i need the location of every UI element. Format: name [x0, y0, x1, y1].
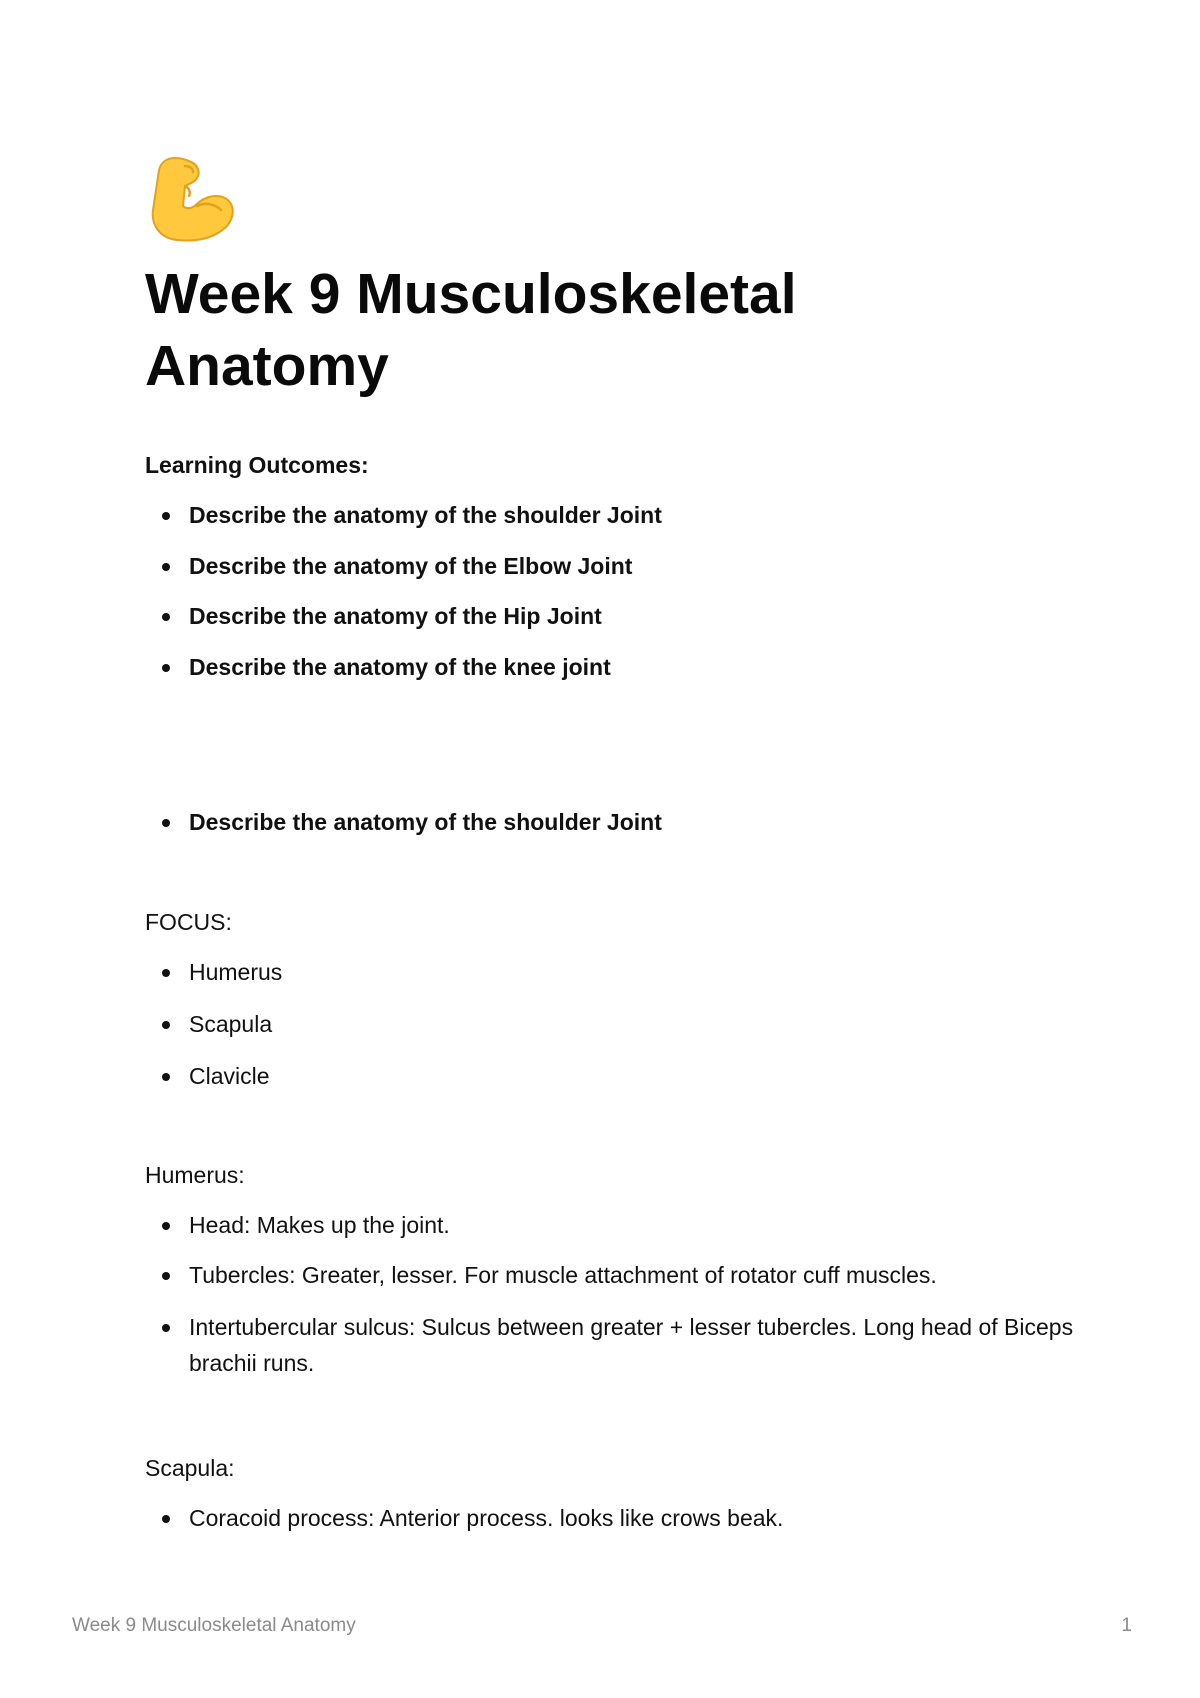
- list-item: Scapula: [145, 1006, 1105, 1042]
- list-item: Head: Makes up the joint.: [145, 1207, 1105, 1243]
- bullet-icon: [162, 1272, 170, 1280]
- list-item: Describe the anatomy of the shoulder Joint: [145, 804, 1105, 840]
- bullet-icon: [162, 512, 170, 520]
- humerus-list: [145, 1207, 1105, 1381]
- focus-label: FOCUS:: [145, 909, 232, 935]
- learning-outcomes-list: [145, 497, 1105, 685]
- scapula-list: [145, 1500, 1105, 1536]
- humerus-section: [145, 1160, 1105, 1190]
- flexed-biceps-icon: [145, 152, 237, 244]
- bullet-icon: [162, 969, 170, 977]
- bullet-icon: [162, 1073, 170, 1081]
- footer-title: Week 9 Musculoskeletal Anatomy: [72, 1615, 356, 1636]
- list-item: Tubercles: Greater, lesser. For muscle attachment of rotator cuff muscles.: [145, 1257, 1105, 1293]
- page-number: 1: [1121, 1615, 1132, 1636]
- list-item: Intertubercular sulcus: Sulcus between greater + lesser tubercles. Long head of Biceps brachii runs.: [145, 1309, 1109, 1381]
- bullet-icon: [162, 1021, 170, 1029]
- learning-outcomes-section: [145, 450, 1105, 480]
- bullet-icon: [162, 613, 170, 621]
- scapula-label: Scapula:: [145, 1455, 235, 1481]
- bullet-icon: [162, 1324, 170, 1332]
- list-item: Coracoid process: Anterior process. looks like crows beak.: [145, 1500, 1105, 1536]
- bullet-icon: [162, 819, 170, 827]
- humerus-label: Humerus:: [145, 1162, 245, 1188]
- list-item: Describe the anatomy of the Elbow Joint: [145, 548, 1105, 584]
- list-item: Describe the anatomy of the shoulder Joint: [145, 497, 1105, 533]
- list-item: Clavicle: [145, 1058, 1105, 1094]
- learning-outcomes-label: Learning Outcomes:: [145, 452, 369, 478]
- focus-list: [145, 954, 1105, 1094]
- bullet-icon: [162, 563, 170, 571]
- list-item: Describe the anatomy of the knee joint: [145, 649, 1105, 685]
- bullet-icon: [162, 1222, 170, 1230]
- page-title: Week 9 Musculoskeletal Anatomy: [145, 262, 797, 398]
- list-item: Describe the anatomy of the Hip Joint: [145, 598, 1105, 634]
- list-item: Humerus: [145, 954, 1105, 990]
- bullet-icon: [162, 664, 170, 672]
- section-heading: [145, 804, 1105, 840]
- bullet-icon: [162, 1515, 170, 1523]
- scapula-section: [145, 1453, 1105, 1483]
- focus-section: [145, 907, 1105, 937]
